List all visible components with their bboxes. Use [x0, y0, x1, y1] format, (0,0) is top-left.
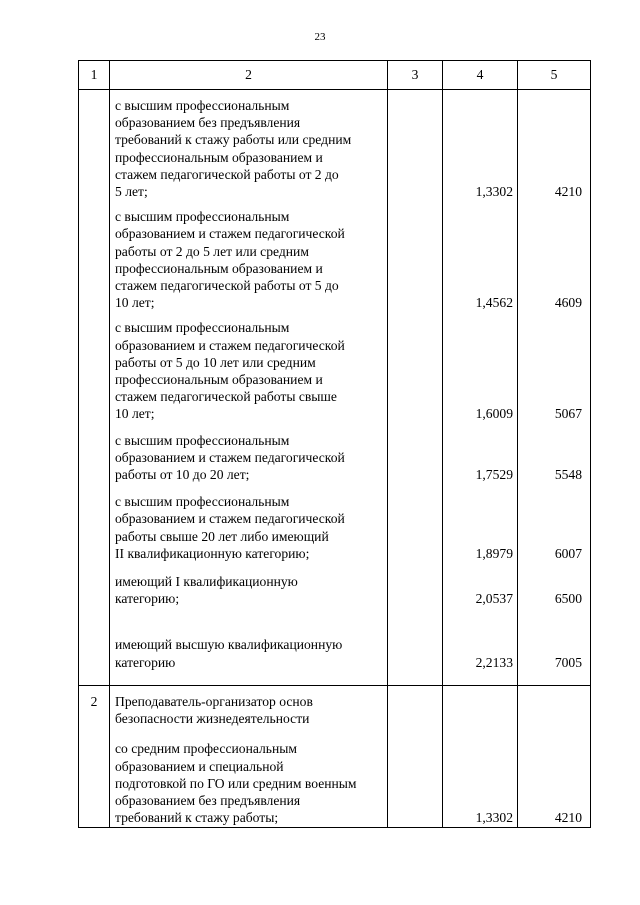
header-cell: 4: [443, 61, 518, 90]
salary-entry: [110, 740, 590, 826]
text-line: образованием и стажем педагогической: [115, 337, 345, 353]
page-number: 23: [314, 31, 326, 43]
salary-entry: [110, 636, 590, 670]
text-line: профессиональным образованием и: [115, 260, 323, 276]
text-line: работы от 10 до 20 лет;: [115, 467, 250, 483]
coefficient-value: 2,0537: [475, 591, 513, 607]
qualification-text: [110, 432, 387, 484]
qualification-text: [110, 319, 387, 422]
row-entries: [110, 686, 590, 826]
position-title: [110, 693, 590, 727]
salary-entry: [110, 208, 590, 311]
column-divider: [387, 90, 388, 828]
text-line: категорию;: [115, 591, 180, 607]
text-line: работы свыше 20 лет либо имеющий: [115, 528, 329, 544]
text-line: с высшим профессиональным: [115, 320, 290, 336]
column-divider: [442, 90, 443, 828]
text-line: имеющий высшую квалификационную: [115, 637, 343, 653]
text-line: с высшим профессиональным: [115, 432, 290, 448]
salary-entry: [110, 319, 590, 422]
text-line: с высшим профессиональным: [115, 494, 290, 510]
table-row: [79, 686, 591, 828]
text-line: образованием и стажем педагогической: [115, 511, 345, 527]
salary-value: 4210: [554, 184, 582, 200]
row-entries: [110, 90, 590, 671]
table-row: [79, 90, 591, 686]
salary-entry: [110, 432, 590, 484]
qualification-text: [110, 740, 387, 826]
text-line: 5 лет;: [115, 184, 148, 200]
text-line: образованием и специальной: [115, 758, 284, 774]
text-line: образованием и стажем педагогической: [115, 449, 345, 465]
salary-value: 6500: [554, 591, 582, 607]
header-cell: 2: [110, 61, 388, 90]
salary-entry: [110, 493, 590, 562]
text-line: требований к стажу работы;: [115, 810, 279, 826]
salary-value: 5548: [554, 467, 582, 483]
text-line: имеющий I квалификационную: [115, 574, 298, 590]
coefficient-value: 1,6009: [475, 406, 513, 422]
salary-entry: [110, 573, 590, 607]
qualification-text: [110, 97, 387, 200]
table-header-row: [79, 61, 591, 90]
row-number: [79, 90, 110, 686]
coefficient-value: 1,3302: [475, 810, 513, 826]
column-divider: [517, 90, 518, 828]
text-line: работы от 5 до 10 лет или средним: [115, 354, 316, 370]
text-line: категорию: [115, 654, 176, 670]
text-line: образованием и стажем педагогической: [115, 226, 345, 242]
text-line: с высшим профессиональным: [115, 98, 290, 113]
title-line: Преподаватель-организатор основ: [115, 694, 313, 709]
salary-value: 4210: [554, 810, 582, 826]
salary-value: 6007: [554, 545, 582, 561]
title-line: безопасности жизнедеятельности: [115, 711, 310, 727]
text-line: стажем педагогической работы от 2 до: [115, 166, 339, 182]
text-line: профессиональным образованием и: [115, 149, 323, 165]
qualification-text: [110, 493, 387, 562]
text-line: стажем педагогической работы свыше: [115, 389, 337, 405]
row-number: 2: [79, 686, 110, 828]
coefficient-value: 1,3302: [475, 184, 513, 200]
salary-entry: [110, 97, 590, 200]
coefficient-value: 1,4562: [475, 295, 513, 311]
header-cell: 5: [518, 61, 591, 90]
header-cell: 1: [79, 61, 110, 90]
text-line: с высшим профессиональным: [115, 209, 290, 225]
coefficient-value: 2,2133: [475, 654, 513, 670]
salary-table: [78, 60, 591, 828]
text-line: со средним профессиональным: [115, 741, 297, 757]
coefficient-value: 1,7529: [475, 467, 513, 483]
text-line: 10 лет;: [115, 406, 155, 422]
salary-value: 7005: [554, 654, 582, 670]
text-line: профессиональным образованием и: [115, 372, 323, 388]
salary-value: 5067: [554, 406, 582, 422]
text-line: стажем педагогической работы от 5 до: [115, 278, 339, 294]
salary-value: 4609: [554, 295, 582, 311]
text-line: 10 лет;: [115, 295, 155, 311]
qualification-text: [110, 636, 387, 670]
text-line: требований к стажу работы или средним: [115, 132, 352, 148]
text-line: подготовкой по ГО или средним военным: [115, 775, 357, 791]
header-cell: 3: [388, 61, 443, 90]
coefficient-value: 1,8979: [475, 545, 513, 561]
qualification-text: [110, 573, 387, 607]
text-line: работы от 2 до 5 лет или средним: [115, 243, 309, 259]
text-line: II квалификационную категорию;: [115, 545, 310, 561]
text-line: образованием без предъявления: [115, 793, 301, 809]
text-line: образованием без предъявления: [115, 115, 301, 131]
qualification-text: [110, 208, 387, 311]
